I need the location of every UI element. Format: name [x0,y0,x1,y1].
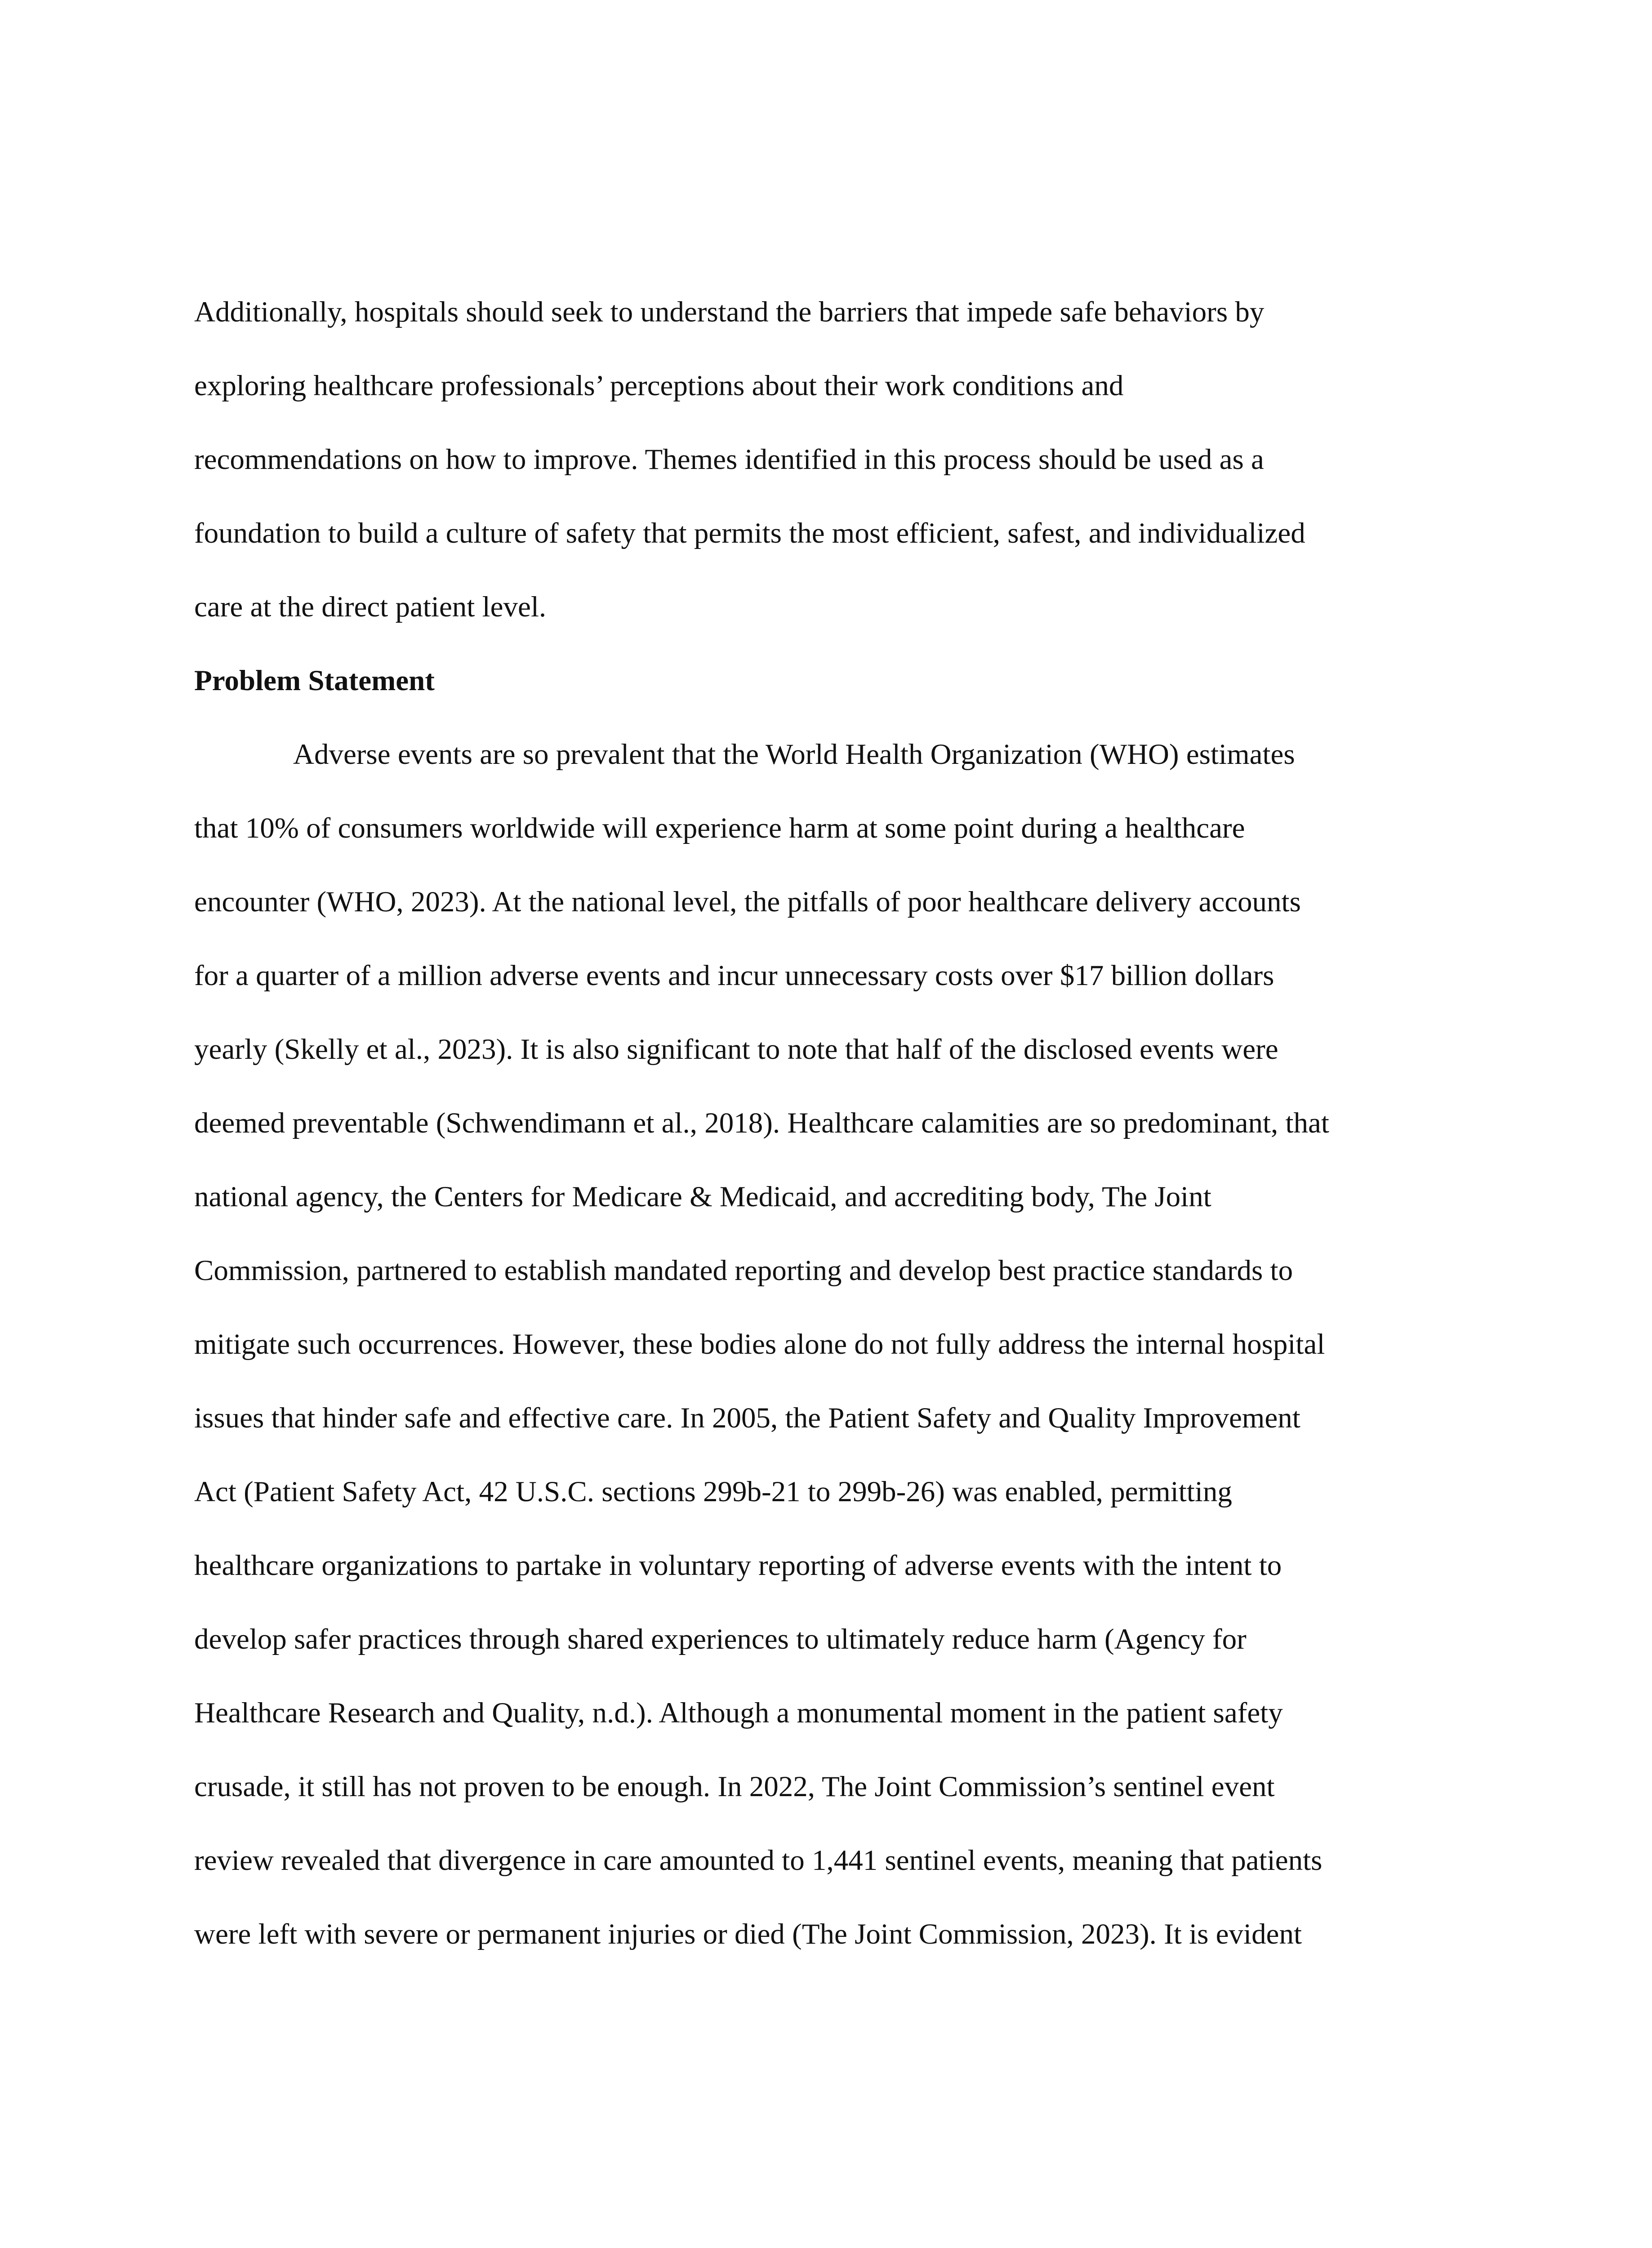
paragraph-line: Healthcare Research and Quality, n.d.). Although a monumental moment in the patient safety [194,1697,1283,1729]
paragraph-line: national agency, the Centers for Medicare & Medicaid, and accrediting body, The Joint [194,1181,1211,1213]
paragraph-line: exploring healthcare professionals’ perceptions about their work conditions and [194,370,1124,402]
paragraph-line: Commission, partnered to establish mandated reporting and develop best practice standards to [194,1254,1293,1287]
paragraph-line: crusade, it still has not proven to be enough. In 2022, The Joint Commission’s sentinel event [194,1771,1275,1803]
paragraph-line: yearly (Skelly et al., 2023). It is also significant to note that half of the disclosed events were [194,1033,1278,1066]
continuation-paragraph [194,275,1462,644]
paragraph-line: for a quarter of a million adverse events and incur unnecessary costs over $17 billion dollars [194,959,1274,992]
paragraph-line: encounter (WHO, 2023). At the national level, the pitfalls of poor healthcare delivery accounts [194,886,1301,918]
paragraph-line: review revealed that divergence in care amounted to 1,441 sentinel events, meaning that patients [194,1844,1322,1877]
paragraph-line: care at the direct patient level. [194,591,547,623]
body-text [194,275,1462,1971]
paragraph-line: were left with severe or permanent injuries or died (The Joint Commission, 2023). It is evident [194,1918,1302,1950]
paragraph-line: Act (Patient Safety Act, 42 U.S.C. sections 299b-21 to 299b-26) was enabled, permitting [194,1476,1232,1508]
problem-statement-paragraph [194,718,1462,1971]
paragraph-line: that 10% of consumers worldwide will experience harm at some point during a healthcare [194,812,1245,844]
paragraph-line: mitigate such occurrences. However, these bodies alone do not fully address the internal hospital [194,1328,1325,1360]
paragraph-line: healthcare organizations to partake in voluntary reporting of adverse events with the intent to [194,1549,1282,1582]
section-heading: Problem Statement [194,665,435,697]
paragraph-line: develop safer practices through shared experiences to ultimately reduce harm (Agency for [194,1623,1247,1655]
paragraph-line: Additionally, hospitals should seek to understand the barriers that impede safe behaviors by [194,296,1265,328]
paragraph-line: issues that hinder safe and effective care. In 2005, the Patient Safety and Quality Improvement [194,1402,1300,1434]
paragraph-line: Adverse events are so prevalent that the World Health Organization (WHO) estimates [293,738,1295,771]
paragraph-line: recommendations on how to improve. Themes identified in this process should be used as a [194,443,1264,476]
paragraph-line: foundation to build a culture of safety that permits the most efficient, safest, and individualized [194,517,1305,549]
paragraph-line: deemed preventable (Schwendimann et al., 2018). Healthcare calamities are so predominant, that [194,1107,1329,1139]
